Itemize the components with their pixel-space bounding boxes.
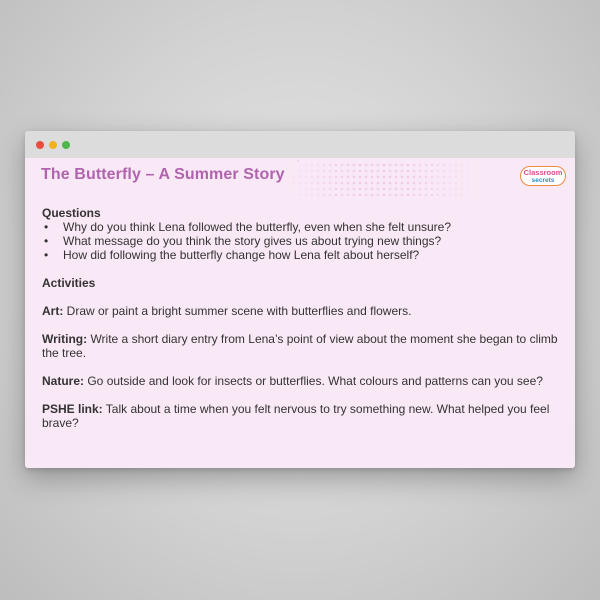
document-window [25, 131, 575, 468]
dot-pattern-decoration [285, 162, 475, 196]
bullet-icon: • [44, 234, 49, 248]
window-titlebar [25, 131, 575, 158]
activity-label: Art: [42, 304, 64, 318]
questions-list [42, 220, 558, 262]
logo-text-classroom: Classroom [523, 168, 563, 177]
activities-heading: Activities [42, 276, 96, 290]
question-item [42, 234, 558, 248]
question-text: Why do you think Lena followed the butterfly, even when she felt unsure? [63, 220, 452, 234]
activity-label: Nature: [42, 374, 85, 388]
activity-label: PSHE link: [42, 402, 103, 416]
close-window-button[interactable] [36, 141, 44, 149]
activity-text: Draw or paint a bright summer scene with butterflies and flowers. [63, 304, 412, 318]
question-text: What message do you think the story gives us about trying new things? [63, 234, 442, 248]
question-item [42, 248, 558, 262]
question-text: How did following the butterfly change how Lena felt about herself? [63, 248, 420, 262]
activity-pshe-link [42, 402, 558, 430]
maximize-window-button[interactable] [62, 141, 70, 149]
main-content [25, 202, 575, 430]
questions-heading: Questions [42, 206, 101, 220]
activity-text: Talk about a time when you felt nervous to try something new. What helped you feel brave? [42, 402, 550, 430]
activity-text: Go outside and look for insects or butterflies. What colours and patterns can you see? [84, 374, 543, 388]
bullet-icon: • [44, 220, 49, 234]
classroom-secrets-logo [520, 166, 566, 186]
question-item [42, 220, 558, 234]
page-header [25, 158, 575, 202]
minimize-window-button[interactable] [49, 141, 57, 149]
bullet-icon: • [44, 248, 49, 262]
logo-text-secrets: secrets [531, 177, 555, 184]
activity-writing [42, 332, 558, 360]
activity-art [42, 304, 558, 318]
activity-nature [42, 374, 558, 388]
activity-text: Write a short diary entry from Lena’s point of view about the moment she began to climb the tree. [42, 332, 558, 360]
page-title: The Butterfly – A Summer Story [41, 166, 285, 183]
activity-label: Writing: [42, 332, 88, 346]
